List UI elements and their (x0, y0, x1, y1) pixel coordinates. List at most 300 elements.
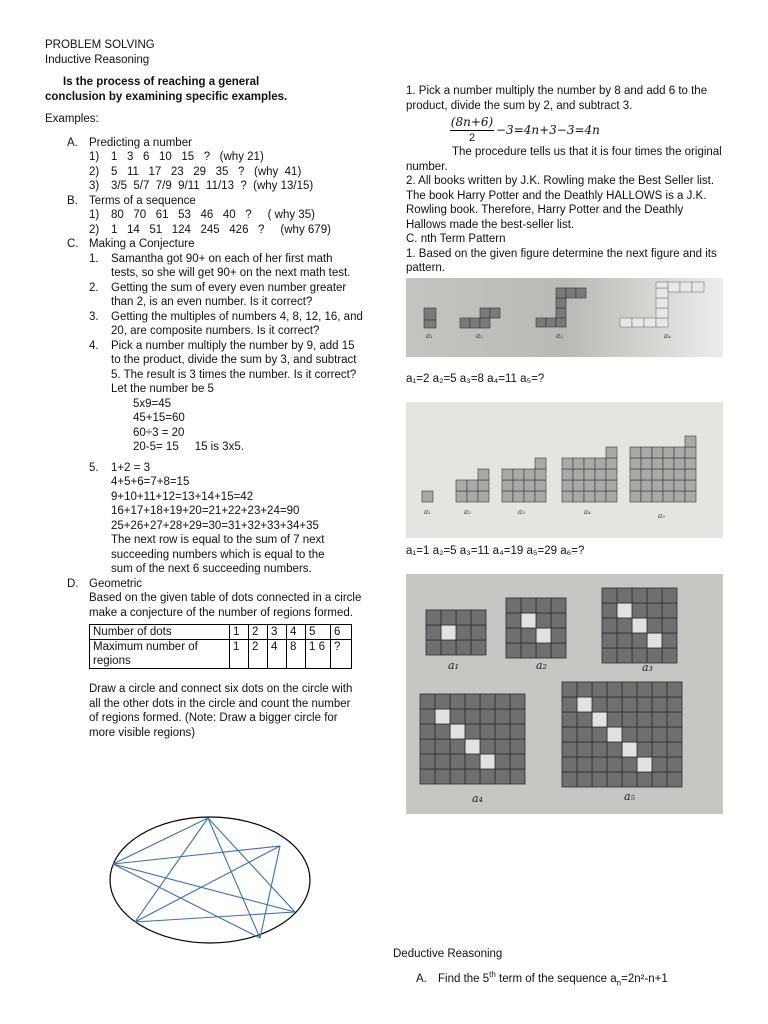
deductive-text-mid: term of the sequence a (495, 973, 617, 985)
pattern-square (674, 458, 685, 469)
grid-square (637, 757, 652, 772)
table-cell: 5 (306, 625, 331, 640)
dots-table (89, 624, 352, 669)
grid-square (592, 772, 607, 787)
grid-square (465, 769, 480, 784)
pattern-square (606, 469, 617, 480)
pattern-square (584, 458, 595, 469)
section-c (45, 237, 365, 577)
sum-line: 16+17+18+19+20=21+22+23+24=90 (111, 505, 300, 517)
grid-square (435, 709, 450, 724)
draw-instruction: Draw a circle and connect six dots on the circle with all the other dots in the circle and count the number of regions formed. (Note: Draw a bigger circle for more visible regions) (89, 683, 353, 739)
pattern-square (535, 469, 546, 480)
section-d (45, 577, 365, 741)
grid-square (456, 625, 471, 640)
grid-square (592, 757, 607, 772)
deductive-sub: n (616, 978, 622, 988)
pattern-square (652, 480, 663, 491)
grid-square (435, 739, 450, 754)
grid-square (662, 648, 677, 663)
pattern-square (456, 480, 467, 491)
list-item-number: 5. (89, 461, 99, 474)
grid-square (441, 610, 456, 625)
pattern-square (630, 469, 641, 480)
grid-square (577, 712, 592, 727)
pattern-square (630, 480, 641, 491)
grid-square (471, 640, 486, 655)
grid-square (450, 754, 465, 769)
grid-square (607, 682, 622, 697)
pattern-square (502, 491, 513, 502)
sum-line: 4+5+6=7+8=15 (111, 476, 190, 488)
grid-square (577, 727, 592, 742)
work-line: 45+15=60 (133, 412, 185, 424)
section-a-letter: A. (67, 136, 78, 149)
grid-square (510, 724, 525, 739)
grid-square (480, 694, 495, 709)
grid-square (506, 628, 521, 643)
pattern-square (562, 458, 573, 469)
pattern-square (456, 491, 467, 502)
section-c-title: Making a Conjecture (89, 238, 195, 250)
pattern-square (652, 447, 663, 458)
grid-square (450, 694, 465, 709)
table-row (90, 640, 352, 669)
grid-square (480, 754, 495, 769)
grid-square (435, 724, 450, 739)
grid-square (667, 727, 682, 742)
grid-square (450, 724, 465, 739)
grid-square (536, 613, 551, 628)
examples-label: Examples: (45, 113, 99, 125)
grid-square (592, 727, 607, 742)
grid-square (480, 709, 495, 724)
grid-square (551, 613, 566, 628)
pattern-square (422, 491, 433, 502)
list-item-number: 1) (89, 151, 100, 163)
grid-square (420, 739, 435, 754)
section-d-title: Geometric (89, 577, 143, 590)
grid-square (521, 598, 536, 613)
section-c-nth-term: C. nth Term Pattern (406, 233, 506, 245)
definition-text: Is the process of reaching a general conclusion by examining specific examples. (45, 76, 288, 103)
grid-square (607, 712, 622, 727)
grid-square (602, 633, 617, 648)
grid-square (495, 694, 510, 709)
grid-square (607, 772, 622, 787)
pattern-square (595, 469, 606, 480)
grid-square (667, 757, 682, 772)
grid-square (562, 697, 577, 712)
list-item-number: 2. (89, 281, 99, 294)
grid-square (617, 588, 632, 603)
grid-square (465, 754, 480, 769)
section-c-letter: C. (67, 238, 79, 250)
pattern-square (630, 491, 641, 502)
grid-square (441, 640, 456, 655)
grid-square (637, 742, 652, 757)
figure-3-label: a₄ (472, 792, 483, 805)
grid-square (662, 618, 677, 633)
work-line: 5x9=45 (133, 397, 172, 410)
list-item-number: 2) (89, 165, 100, 178)
pattern-square (513, 491, 524, 502)
grid-square (667, 712, 682, 727)
grid-square (562, 772, 577, 787)
pattern-square (562, 469, 573, 480)
list-item-text: Pick a number multiply the number by 9, add 15 to the product, divide the sum by 3, and subtract 5. The result is 3 times the number. Is it correct? (111, 339, 357, 381)
figure-2-image (406, 402, 723, 538)
pattern-square (630, 458, 641, 469)
figure-3-label: a₁ (448, 659, 459, 672)
grid-square (506, 613, 521, 628)
grid-square (632, 633, 647, 648)
grid-square (495, 709, 510, 724)
grid-square (435, 754, 450, 769)
pattern-square (562, 480, 573, 491)
deductive-text-post: =2n²-n+1 (621, 973, 668, 985)
pattern-square (630, 447, 641, 458)
pattern-square (674, 491, 685, 502)
pattern-square (685, 491, 696, 502)
section-a (45, 136, 365, 194)
grid-square (495, 769, 510, 784)
grid-square (465, 739, 480, 754)
grid-square (652, 772, 667, 787)
grid-square (450, 709, 465, 724)
list-item-text: Getting the multiples of numbers 4, 8, 12, 16, and 20, are composite numbers. Is it correct? (111, 310, 363, 337)
grid-square (510, 769, 525, 784)
table-cell: 2 (249, 640, 268, 669)
pattern-square (663, 491, 674, 502)
figure-3-label: a₃ (642, 661, 653, 674)
grid-square (667, 682, 682, 697)
grid-square (495, 754, 510, 769)
pattern-square (573, 480, 584, 491)
pattern-square (685, 469, 696, 480)
page-subtitle: Inductive Reasoning (45, 53, 150, 66)
table-cell: 3 (268, 625, 287, 640)
list-item-text: 80 70 61 53 46 40 ? ( why 35) (111, 209, 315, 221)
pattern-square (641, 491, 652, 502)
grid-square (465, 709, 480, 724)
grid-square (577, 757, 592, 772)
grid-square (602, 588, 617, 603)
table-cell: Number of dots (90, 625, 230, 640)
grid-square (426, 625, 441, 640)
grid-square (652, 712, 667, 727)
grid-square (652, 742, 667, 757)
grid-square (551, 628, 566, 643)
grid-square (480, 739, 495, 754)
grid-square (637, 772, 652, 787)
table-cell: 1 (230, 625, 249, 640)
grid-square (480, 724, 495, 739)
pattern-square (606, 491, 617, 502)
pattern-square (685, 480, 696, 491)
grid-square (607, 742, 622, 757)
pattern-square (606, 480, 617, 491)
pattern-square (595, 458, 606, 469)
grid-square (637, 682, 652, 697)
figure-1-label: a₄ (664, 332, 671, 340)
list-item-number: 3) (89, 180, 100, 192)
pattern-square (595, 491, 606, 502)
pattern-square (652, 458, 663, 469)
grid-square (632, 618, 647, 633)
list-item-text: Samantha got 90+ on each of her first math tests, so she will get 90+ on the next math test. (111, 252, 351, 279)
list-item-number: 1) (89, 209, 100, 221)
grid-square (622, 757, 637, 772)
pattern-square (641, 458, 652, 469)
pattern-square (674, 469, 685, 480)
pattern-square (663, 447, 674, 458)
sequence-1: a₁=2 a₂=5 a₃=8 a₄=11 a₅=? (406, 373, 545, 385)
pattern-square (513, 480, 524, 491)
pattern-square (606, 458, 617, 469)
pattern-square (513, 469, 524, 480)
grid-square (510, 694, 525, 709)
grid-square (607, 697, 622, 712)
left-column (45, 38, 365, 740)
sum-line: succeeding numbers which is equal to the (111, 548, 325, 561)
grid-square (607, 727, 622, 742)
list-item-text: 5 11 17 23 29 35 ? (why 41) (111, 165, 302, 178)
grid-square (667, 772, 682, 787)
pattern-square (685, 436, 696, 447)
grid-square (420, 694, 435, 709)
pattern-square (595, 480, 606, 491)
list-item-number: 2) (89, 223, 100, 236)
figure-2-label: a₁ (424, 508, 431, 516)
section-b (45, 194, 365, 238)
table-cell: 1 6 (306, 640, 331, 669)
list-item-text: Getting the sum of every even number greater than 2, is an even number. Is it correct? (111, 281, 347, 308)
grid-square (562, 682, 577, 697)
section-d-letter: D. (67, 577, 79, 590)
grid-square (536, 628, 551, 643)
pattern-square (524, 491, 535, 502)
table-cell: 1 (230, 640, 249, 669)
table-cell: ? (331, 640, 352, 669)
formula-denominator: 2 (450, 130, 494, 146)
pattern-square (478, 491, 489, 502)
formula-numerator: (8n+6) (450, 115, 494, 129)
grid-square (602, 603, 617, 618)
work-line: 60÷3 = 20 (133, 426, 185, 439)
deductive-text-pre: Find the 5 (438, 973, 490, 985)
grid-square (617, 633, 632, 648)
grid-square (465, 694, 480, 709)
example-1-text: 1. Pick a number multiply the number by 8 and add 6 to the product, divide the sum by 2, and subtract 3. (406, 85, 708, 112)
grid-square (622, 772, 637, 787)
pattern-square (584, 469, 595, 480)
figure-2-label: a₅ (658, 512, 665, 520)
pattern-square (573, 458, 584, 469)
grid-square (420, 709, 435, 724)
list-item-number: 3. (89, 310, 99, 323)
table-cell: 6 (331, 625, 352, 640)
grid-square (652, 757, 667, 772)
pattern-square (663, 458, 674, 469)
pattern-square (478, 469, 489, 480)
grid-square (667, 742, 682, 757)
grid-square (602, 648, 617, 663)
right-column (406, 84, 726, 276)
list-item-number: 1. (89, 252, 99, 265)
table-cell: 2 (249, 625, 268, 640)
grid-square (622, 682, 637, 697)
grid-square (551, 643, 566, 658)
pattern-square (502, 469, 513, 480)
pattern-square (502, 480, 513, 491)
grid-square (521, 628, 536, 643)
pattern-square (573, 491, 584, 502)
sequence-2: a₁=1 a₂=5 a₃=11 a₄=19 a₅=29 a₆=? (406, 545, 585, 557)
table-cell: 4 (287, 625, 306, 640)
figure-2-label: a₄ (584, 508, 591, 516)
sum-line: sum of the next 6 succeeding numbers. (111, 563, 312, 575)
grid-square (577, 742, 592, 757)
work-line: 20-5= 15 15 is 3x5. (133, 441, 244, 453)
grid-square (480, 769, 495, 784)
circle-outline (110, 817, 310, 943)
list-item-text: 3/5 5/7 7/9 9/11 11/13 ? (why 13/15) (111, 180, 314, 192)
grid-square (465, 724, 480, 739)
grid-square (667, 697, 682, 712)
grid-square (562, 742, 577, 757)
section-b-letter: B. (67, 194, 78, 207)
grid-square (420, 724, 435, 739)
list-item-text: 1 3 6 10 15 ? (why 21) (111, 151, 264, 163)
grid-square (536, 643, 551, 658)
grid-square (662, 633, 677, 648)
table-row (90, 625, 352, 640)
table-cell: 8 (287, 640, 306, 669)
pattern-square (663, 480, 674, 491)
grid-square (647, 633, 662, 648)
page-title: PROBLEM SOLVING (45, 39, 155, 51)
figure-1-image (406, 278, 723, 357)
grid-square (617, 648, 632, 663)
grid-square (456, 610, 471, 625)
grid-square (426, 610, 441, 625)
pattern-square (524, 469, 535, 480)
let-line: Let the number be 5 (111, 383, 214, 395)
grid-square (617, 618, 632, 633)
pattern-square (562, 491, 573, 502)
grid-square (632, 588, 647, 603)
grid-square (592, 712, 607, 727)
list-item-text: 1 14 51 124 245 426 ? (why 679) (111, 223, 331, 236)
deductive-item (416, 972, 668, 987)
grid-square (577, 682, 592, 697)
pattern-square (467, 480, 478, 491)
figure-1-label: a₁ (426, 332, 433, 340)
pattern-square (641, 480, 652, 491)
grid-square (647, 618, 662, 633)
grid-square (506, 598, 521, 613)
grid-square (495, 739, 510, 754)
connecting-chords (113, 818, 295, 938)
pattern-square (524, 480, 535, 491)
grid-square (662, 588, 677, 603)
grid-square (551, 598, 566, 613)
grid-square (435, 694, 450, 709)
sum-line: 9+10+11+12=13+14+15=42 (111, 490, 254, 503)
list-item-text: 1+2 = 3 (111, 461, 151, 474)
section-a-title: Predicting a number (89, 136, 192, 149)
grid-square (521, 613, 536, 628)
section-b-title: Terms of a sequence (89, 194, 196, 207)
grid-square (577, 697, 592, 712)
deductive-title: Deductive Reasoning (393, 948, 503, 960)
grid-square (647, 603, 662, 618)
example-2-text: 2. All books written by J.K. Rowling make the Best Seller list. The book Harry Potter and the Deathly HALLOWS is a J.K. Rowling book. Therefore, Harry Potter and the Deathly Hallows made the best-seller list. (406, 175, 715, 231)
pattern-square (652, 469, 663, 480)
figure-1-label: a₂ (476, 332, 483, 340)
grid-square (562, 727, 577, 742)
grid-square (662, 603, 677, 618)
figure-3-label: a₅ (624, 790, 635, 803)
grid-square (647, 588, 662, 603)
grid-square (592, 682, 607, 697)
grid-square (510, 754, 525, 769)
grid-square (426, 640, 441, 655)
figure-3-image (406, 574, 723, 814)
grid-square (637, 697, 652, 712)
pattern-instruction: 1. Based on the given figure determine the next figure and its pattern. (406, 247, 717, 274)
grid-square (652, 682, 667, 697)
pattern-square (573, 469, 584, 480)
sum-line: The next row is equal to the sum of 7 next (111, 534, 325, 546)
pattern-square (467, 491, 478, 502)
grid-square (495, 724, 510, 739)
pattern-square (685, 458, 696, 469)
grid-square (652, 697, 667, 712)
grid-square (607, 757, 622, 772)
grid-square (562, 712, 577, 727)
grid-square (562, 757, 577, 772)
grid-square (435, 769, 450, 784)
deductive-item-letter: A. (416, 973, 427, 985)
grid-square (592, 697, 607, 712)
pattern-square (478, 480, 489, 491)
section-d-text: Based on the given table of dots connected in a circle make a conjecture of the number of regions formed. (89, 592, 362, 619)
pattern-square (535, 491, 546, 502)
grid-square (632, 603, 647, 618)
formula-rest: −3=4n+3−3=4n (496, 122, 600, 137)
grid-square (420, 754, 435, 769)
grid-square (471, 625, 486, 640)
pattern-square (584, 491, 595, 502)
grid-square (622, 742, 637, 757)
grid-square (521, 643, 536, 658)
pattern-square (674, 447, 685, 458)
table-cell: 4 (268, 640, 287, 669)
pattern-square (652, 491, 663, 502)
grid-square (450, 769, 465, 784)
grid-square (536, 598, 551, 613)
grid-square (420, 769, 435, 784)
deductive-sup: th (489, 970, 496, 980)
pattern-square (584, 480, 595, 491)
pattern-square (606, 447, 617, 458)
figure-2-label: a₃ (518, 508, 525, 516)
grid-square (510, 739, 525, 754)
grid-square (637, 727, 652, 742)
pattern-square (663, 469, 674, 480)
